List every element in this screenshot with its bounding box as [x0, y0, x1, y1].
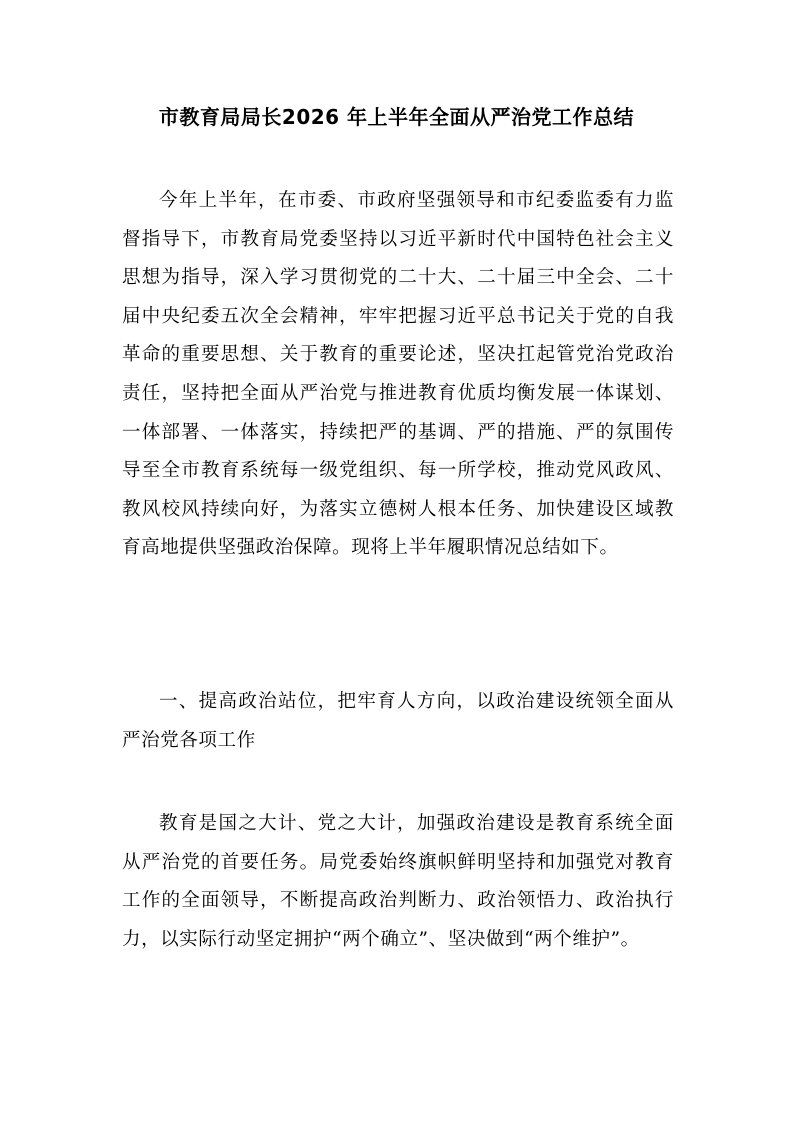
section-heading-1: 一、提高政治站位，把牢育人方向，以政治建设统领全面从严治党各项工作 [122, 691, 674, 751]
section-1-paragraph: 教育是国之大计、党之大计，加强政治建设是教育系统全面从严治党的首要任务。局党委始终旗帜鲜明坚持和加强党对教育工作的全面领导，不断提高政治判断力、政治领悟力、政治执行力，以实际行动坚定拥护“两个确立”、坚决做到“两个维护”。 [122, 813, 674, 950]
intro-paragraph: 今年上半年，在市委、市政府坚强领导和市纪委监委有力监督指导下，市教育局党委坚持以习近平新时代中国特色社会主义思想为指导，深入学习贯彻党的二十大、二十届三中全会、二十届中央纪委五次全会精神，牢牢把握习近平总书记关于党的自我革命的重要思想、关于教育的重要论述，坚决扛起管党治党政治责任，坚持把全面从严治党与推进教育优质均衡发展一体谋划、一体部署、一体落实，持续把严的基调、严的措施、严的氛围传导至全市教育系统每一级党组织、每一所学校，推动党风政风、教风校风持续向好，为落实立德树人根本任务、加快建设区域教育高地提供坚强政治保障。现将上半年履职情况总结如下。 [122, 190, 674, 559]
document-title: 市教育局局长2026 年上半年全面从严治党工作总结 [158, 105, 635, 129]
